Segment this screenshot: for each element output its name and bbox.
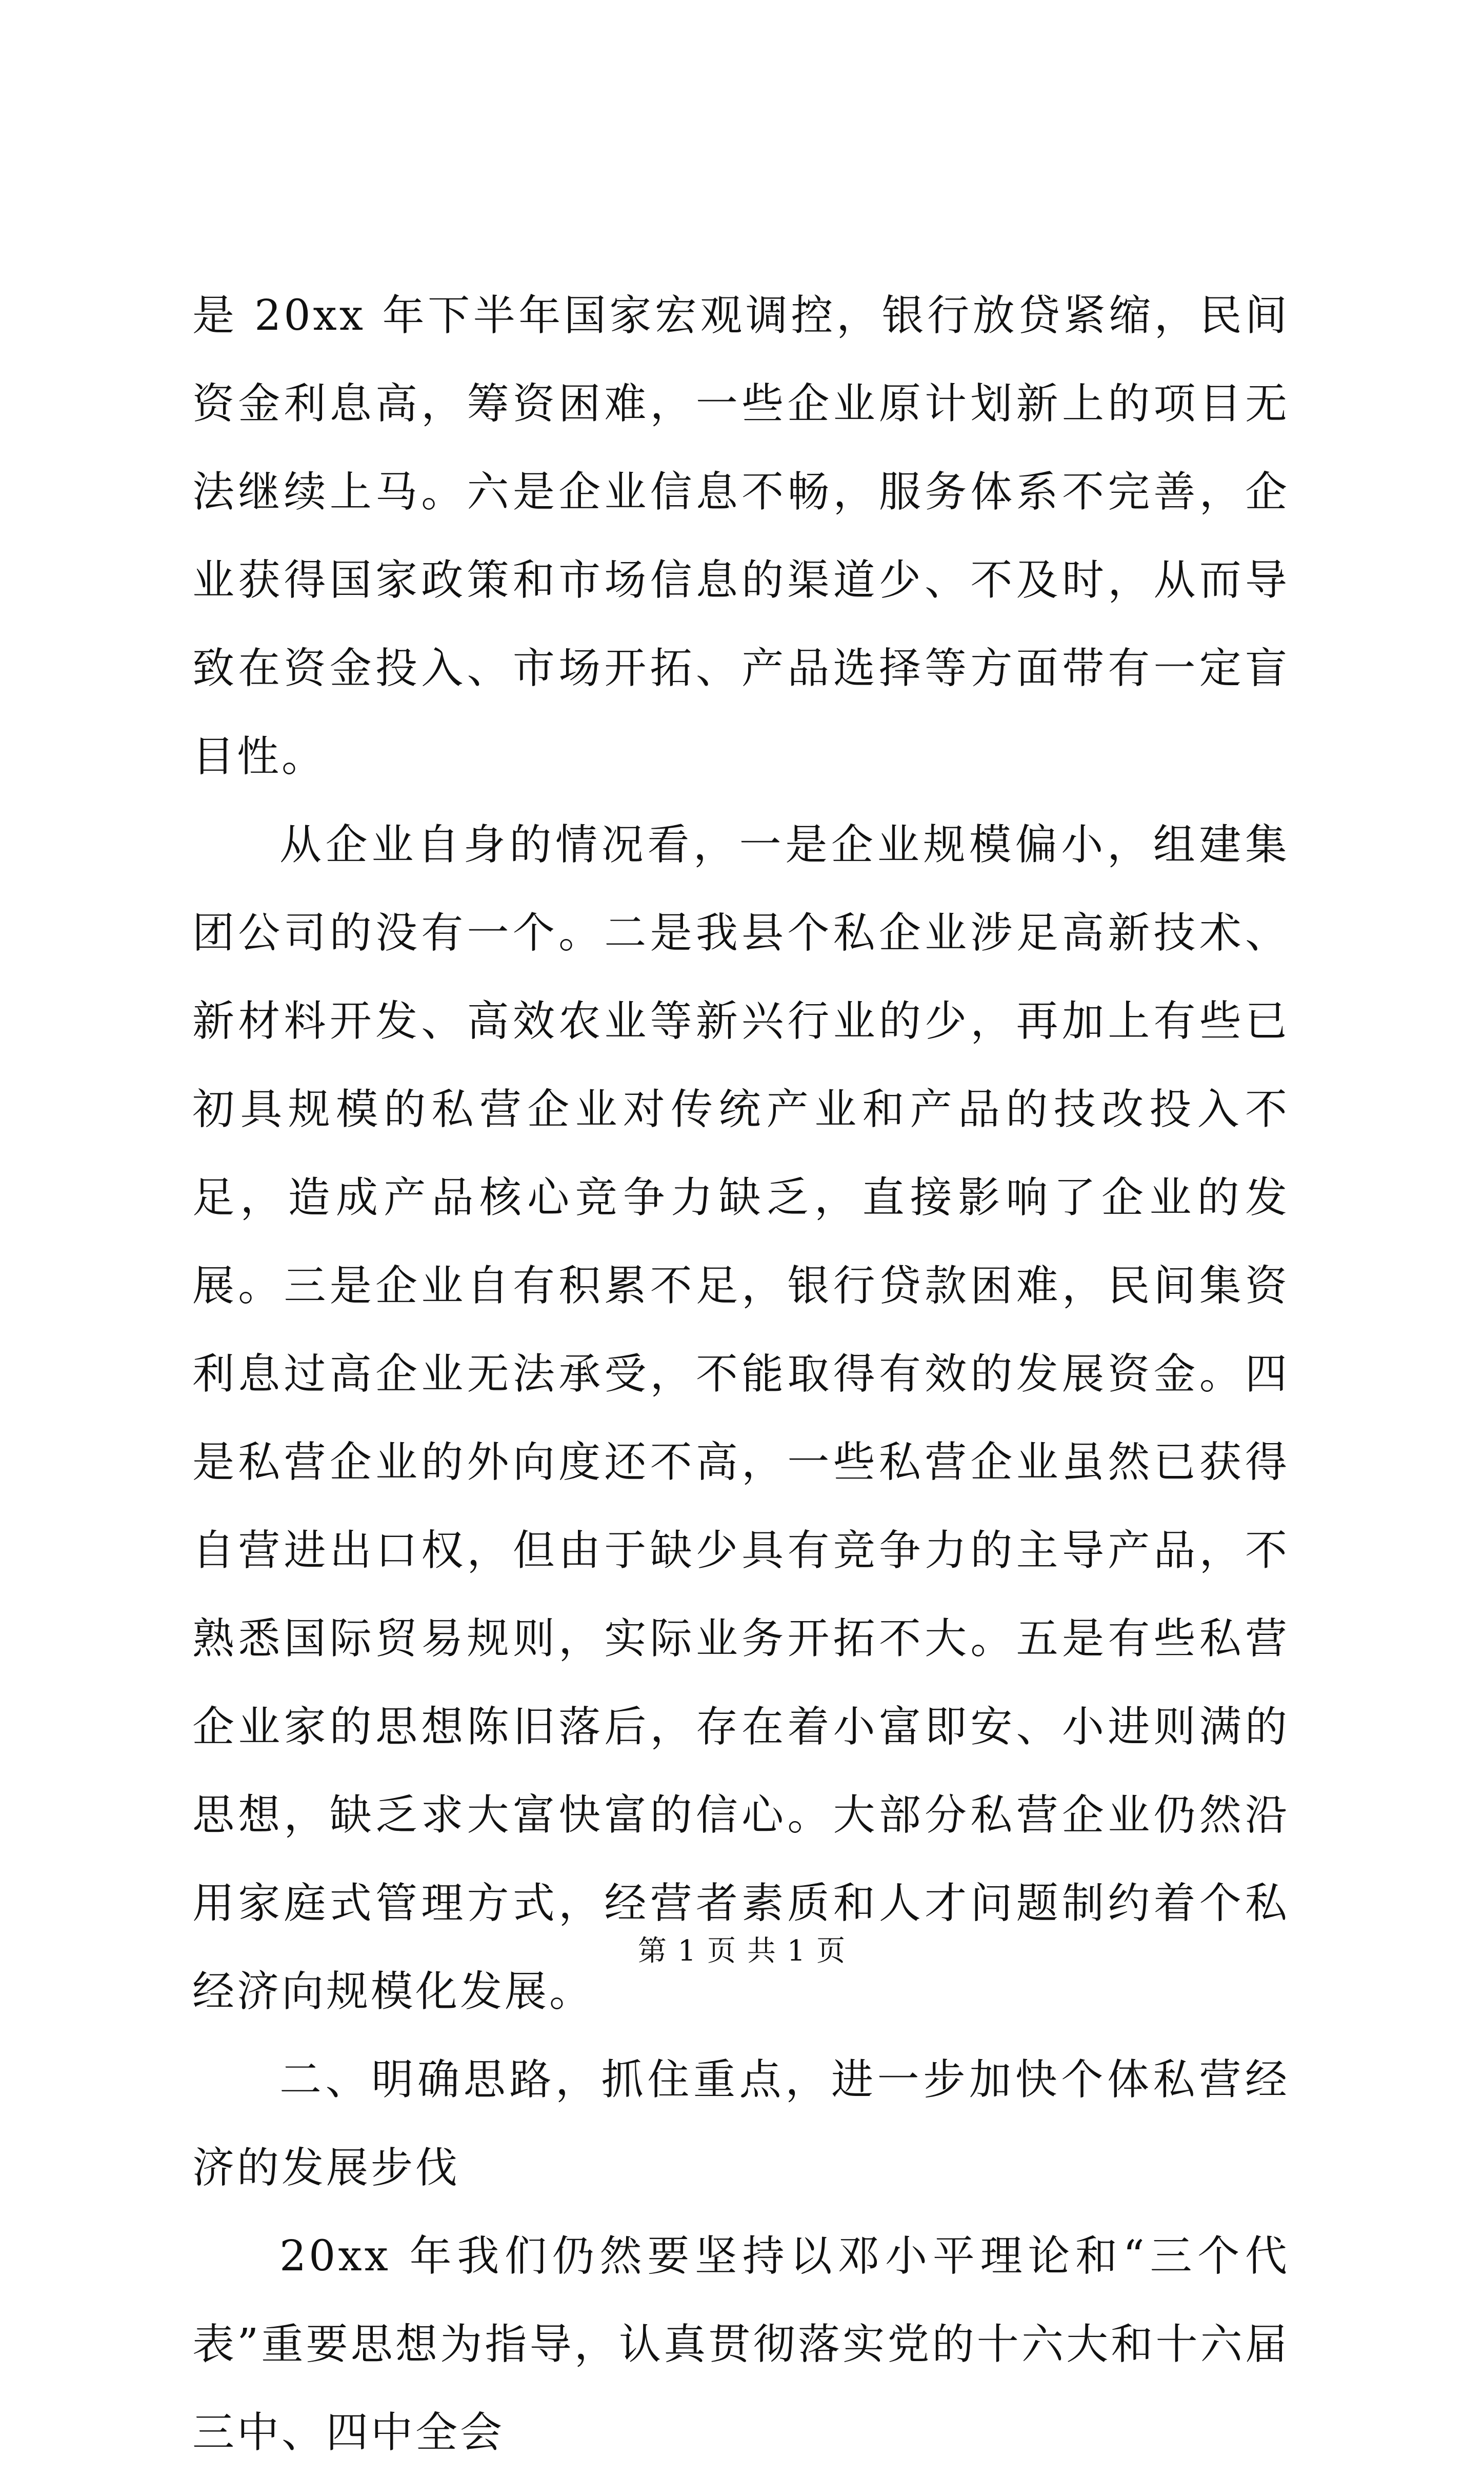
page-footer: 第 1 页 共 1 页 (637, 1934, 847, 1968)
paragraph-2: 从企业自身的情况看，一是企业规模偏小，组建集团公司的没有一个。二是我县个私企业涉足高新技术、新材料开发、高效农业等新兴行业的少，再加上有些已初具规模的私营企业对传统产业和产品的技改投入不足，造成产品核心竞争力缺乏，直接影响了企业的发展。三是企业自有积累不足，银行贷款困难，民间集资利息过高企业无法承受，不能取得有效的发展资金。四是私营企业的外向度还不高，一些私营企业虽然已获得自营进出口权，但由于缺少具有竞争力的主导产品，不熟悉国际贸易规则，实际业务开拓不大。五是有些私营企业家的思想陈旧落后，存在着小富即安、小进则满的思想，缺乏求大富快富的信心。大部分私营企业仍然沿用家庭式管理方式，经营者素质和人才问题制约着个私经济向规模化发展。 (192, 821, 1290, 2016)
document-body (192, 272, 1290, 2477)
paragraph-3: 20xx 年我们仍然要坚持以邓小平理论和“三个代表”重要思想为指导，认真贯彻落实党的十六大和十六届三中、四中全会 (192, 2232, 1290, 2457)
paragraph-1: 是 20xx 年下半年国家宏观调控，银行放贷紧缩，民间资金利息高，筹资困难，一些企业原计划新上的项目无法继续上马。六是企业信息不畅，服务体系不完善，企业获得国家政策和市场信息的渠道少、不及时，从而导致在资金投入、市场开拓、产品选择等方面带有一定盲目性。 (192, 291, 1290, 781)
section-heading: 二、明确思路，抓住重点，进一步加快个体私营经济的发展步伐 (192, 2055, 1290, 2192)
